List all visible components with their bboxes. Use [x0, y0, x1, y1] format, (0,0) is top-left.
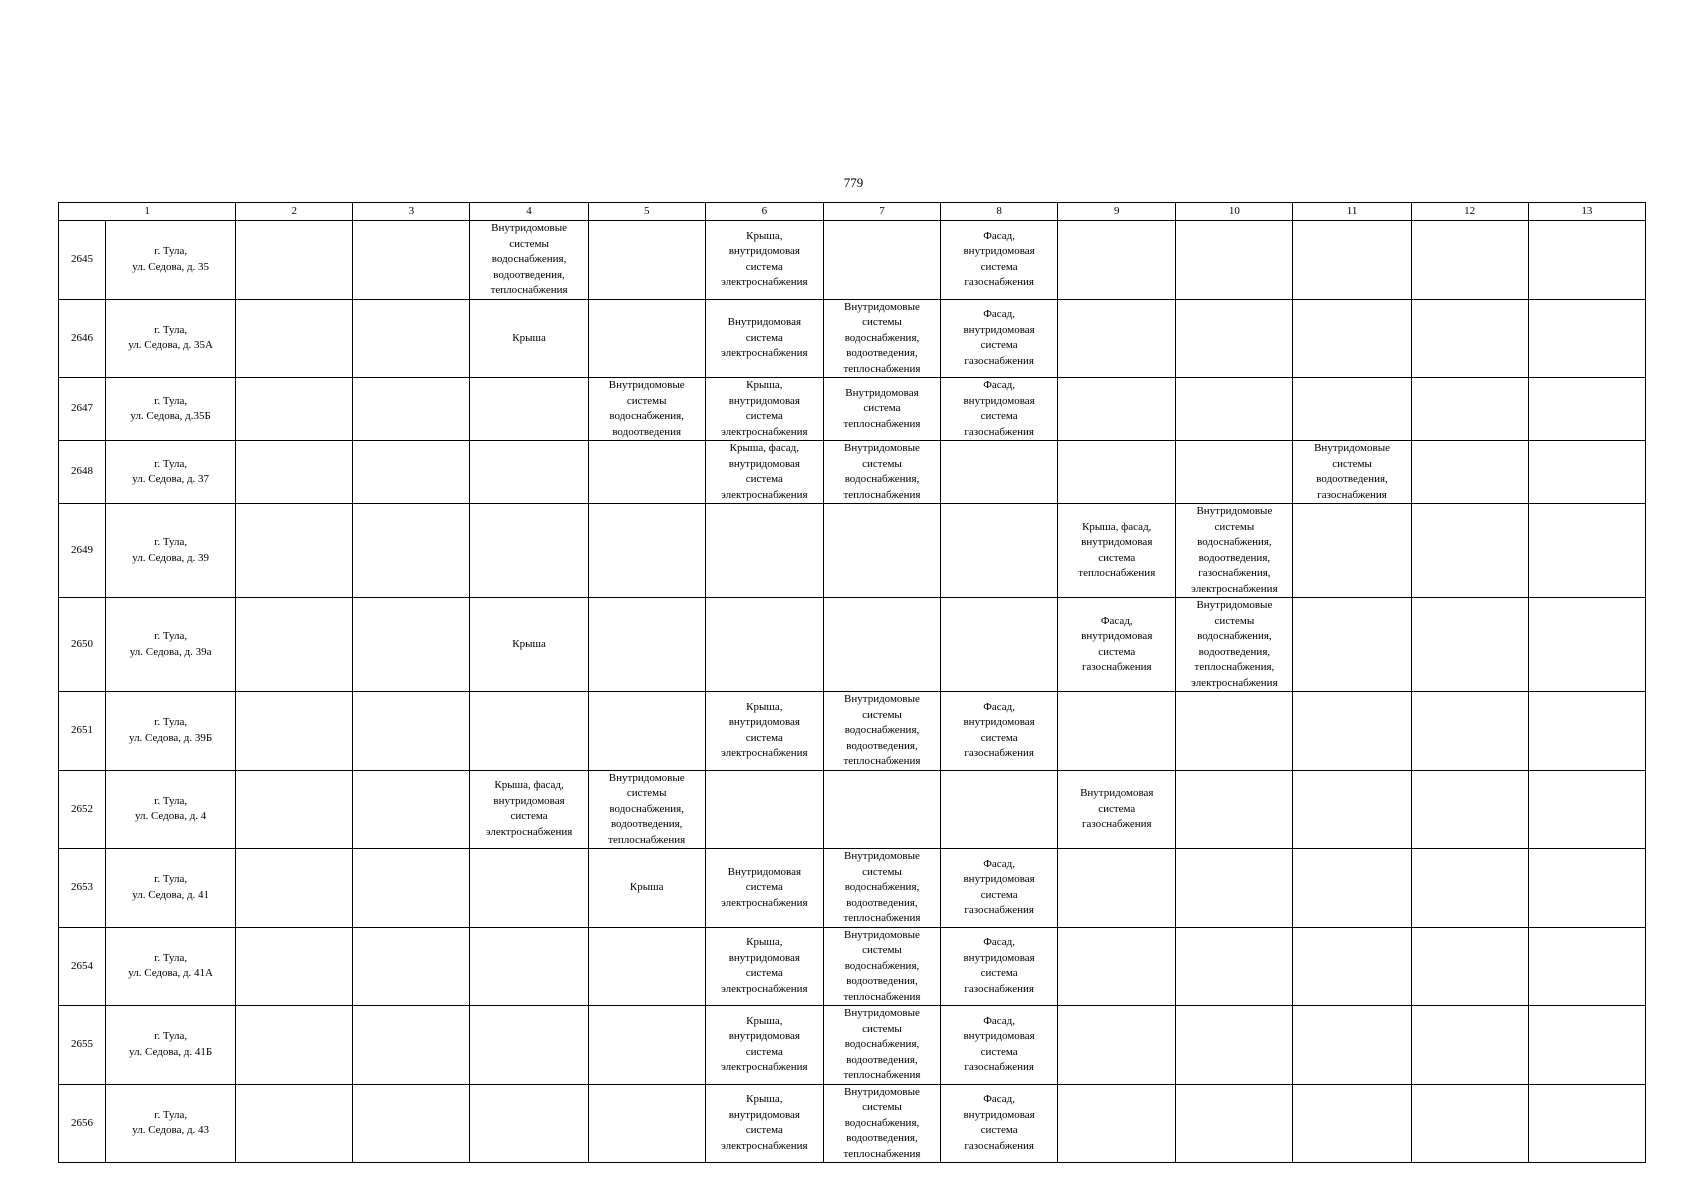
- work-period-cell-col-6: Крыша, внутридомовая система электроснабжения: [705, 927, 823, 1006]
- work-period-cell-col-10: [1176, 1006, 1293, 1085]
- work-period-cell-col-12: [1411, 849, 1528, 928]
- work-period-cell-col-5: Крыша: [588, 849, 705, 928]
- work-period-cell-col-10: [1176, 1084, 1293, 1163]
- work-period-cell-col-11: [1293, 299, 1411, 378]
- work-period-cell-col-2: [236, 221, 353, 300]
- work-period-cell-col-4: [470, 927, 588, 1006]
- work-period-cell-col-8: Фасад, внутридомовая система газоснабжения: [941, 221, 1058, 300]
- address-cell: г. Тула, ул. Седова, д. 41А: [106, 927, 236, 1006]
- work-period-cell-col-5: [588, 1006, 705, 1085]
- row-number-cell: 2654: [59, 927, 106, 1006]
- work-period-cell-col-12: [1411, 770, 1528, 849]
- work-period-cell-col-12: [1411, 441, 1528, 504]
- work-period-cell-col-8: Фасад, внутридомовая система газоснабжения: [941, 299, 1058, 378]
- work-period-cell-col-5: Внутридомовые системы водоснабжения, водоотведения: [588, 378, 705, 441]
- table-row: [59, 504, 1646, 598]
- work-period-cell-col-13: [1528, 221, 1645, 300]
- work-period-cell-col-2: [236, 692, 353, 771]
- work-period-cell-col-13: [1528, 770, 1645, 849]
- work-period-cell-col-11: [1293, 770, 1411, 849]
- work-period-cell-col-2: [236, 1006, 353, 1085]
- work-period-cell-col-13: [1528, 504, 1645, 598]
- work-period-cell-col-7: Внутридомовые системы водоснабжения, водоотведения, теплоснабжения: [823, 692, 940, 771]
- work-period-cell-col-3: [353, 378, 470, 441]
- work-period-cell-col-12: [1411, 692, 1528, 771]
- column-header: 3: [353, 203, 470, 221]
- work-period-cell-col-11: [1293, 598, 1411, 692]
- work-period-cell-col-6: Крыша, внутридомовая система электроснабжения: [705, 221, 823, 300]
- column-header: 2: [236, 203, 353, 221]
- work-period-cell-col-8: Фасад, внутридомовая система газоснабжения: [941, 692, 1058, 771]
- table-row: [59, 441, 1646, 504]
- work-period-cell-col-8: Фасад, внутридомовая система газоснабжения: [941, 1006, 1058, 1085]
- address-cell: г. Тула, ул. Седова, д. 37: [106, 441, 236, 504]
- row-number-cell: 2653: [59, 849, 106, 928]
- work-period-cell-col-9: [1058, 221, 1176, 300]
- work-period-cell-col-6: Крыша, внутридомовая система электроснабжения: [705, 692, 823, 771]
- column-header: 1: [59, 203, 236, 221]
- work-period-cell-col-4: [470, 1006, 588, 1085]
- work-period-cell-col-8: Фасад, внутридомовая система газоснабжения: [941, 378, 1058, 441]
- work-period-cell-col-12: [1411, 378, 1528, 441]
- work-period-cell-col-5: [588, 299, 705, 378]
- work-period-cell-col-9: [1058, 441, 1176, 504]
- work-period-cell-col-9: Внутридомовая система газоснабжения: [1058, 770, 1176, 849]
- work-period-cell-col-3: [353, 598, 470, 692]
- address-cell: г. Тула, ул. Седова, д. 39а: [106, 598, 236, 692]
- address-cell: г. Тула, ул. Седова, д. 35А: [106, 299, 236, 378]
- column-header: 6: [705, 203, 823, 221]
- work-period-cell-col-3: [353, 1006, 470, 1085]
- address-cell: г. Тула, ул. Седова, д. 39Б: [106, 692, 236, 771]
- work-period-cell-col-11: [1293, 849, 1411, 928]
- column-header: 12: [1411, 203, 1528, 221]
- address-cell: г. Тула, ул. Седова, д.35Б: [106, 378, 236, 441]
- work-period-cell-col-9: [1058, 692, 1176, 771]
- work-period-cell-col-7: [823, 770, 940, 849]
- work-period-cell-col-7: Внутридомовые системы водоснабжения, водоотведения, теплоснабжения: [823, 849, 940, 928]
- work-period-cell-col-8: Фасад, внутридомовая система газоснабжения: [941, 1084, 1058, 1163]
- row-number-cell: 2652: [59, 770, 106, 849]
- work-period-cell-col-10: [1176, 378, 1293, 441]
- table-row: [59, 1006, 1646, 1085]
- work-period-cell-col-12: [1411, 299, 1528, 378]
- work-period-cell-col-4: Крыша: [470, 299, 588, 378]
- work-period-cell-col-6: Внутридомовая система электроснабжения: [705, 299, 823, 378]
- column-number-row: [59, 203, 1646, 221]
- table-row: [59, 299, 1646, 378]
- work-period-cell-col-4: Крыша: [470, 598, 588, 692]
- work-period-cell-col-7: Внутридомовые системы водоснабжения, водоотведения, теплоснабжения: [823, 299, 940, 378]
- work-period-cell-col-11: [1293, 692, 1411, 771]
- work-period-cell-col-7: Внутридомовые системы водоснабжения, водоотведения, теплоснабжения: [823, 927, 940, 1006]
- work-period-cell-col-7: Внутридомовые системы водоснабжения, водоотведения, теплоснабжения: [823, 1084, 940, 1163]
- work-period-cell-col-6: Крыша, внутридомовая система электроснабжения: [705, 378, 823, 441]
- work-period-cell-col-7: [823, 221, 940, 300]
- work-period-cell-col-9: [1058, 1006, 1176, 1085]
- work-period-cell-col-5: [588, 598, 705, 692]
- work-period-cell-col-2: [236, 598, 353, 692]
- work-period-cell-col-13: [1528, 927, 1645, 1006]
- work-period-cell-col-6: Крыша, фасад, внутридомовая система электроснабжения: [705, 441, 823, 504]
- work-period-cell-col-10: [1176, 299, 1293, 378]
- work-period-cell-col-13: [1528, 441, 1645, 504]
- work-period-cell-col-13: [1528, 1084, 1645, 1163]
- work-period-cell-col-4: [470, 849, 588, 928]
- work-period-cell-col-10: Внутридомовые системы водоснабжения, водоотведения, теплоснабжения, электроснабжения: [1176, 598, 1293, 692]
- work-period-cell-col-9: [1058, 299, 1176, 378]
- work-period-cell-col-10: [1176, 221, 1293, 300]
- work-period-cell-col-2: [236, 927, 353, 1006]
- work-period-cell-col-13: [1528, 849, 1645, 928]
- work-period-cell-col-3: [353, 770, 470, 849]
- work-period-cell-col-3: [353, 441, 470, 504]
- work-period-cell-col-9: [1058, 927, 1176, 1006]
- work-period-cell-col-3: [353, 299, 470, 378]
- work-period-cell-col-10: [1176, 441, 1293, 504]
- work-period-cell-col-9: Фасад, внутридомовая система газоснабжения: [1058, 598, 1176, 692]
- column-header: 8: [941, 203, 1058, 221]
- work-period-cell-col-13: [1528, 1006, 1645, 1085]
- work-period-cell-col-12: [1411, 1084, 1528, 1163]
- table-row: [59, 1084, 1646, 1163]
- work-period-cell-col-11: [1293, 504, 1411, 598]
- table-row: [59, 849, 1646, 928]
- work-period-cell-col-8: [941, 441, 1058, 504]
- column-header: 4: [470, 203, 588, 221]
- address-cell: г. Тула, ул. Седова, д. 41Б: [106, 1006, 236, 1085]
- work-period-cell-col-5: [588, 692, 705, 771]
- work-period-cell-col-5: [588, 927, 705, 1006]
- work-period-cell-col-5: [588, 504, 705, 598]
- work-period-cell-col-2: [236, 504, 353, 598]
- row-number-cell: 2651: [59, 692, 106, 771]
- work-period-cell-col-6: Крыша, внутридомовая система электроснабжения: [705, 1084, 823, 1163]
- row-number-cell: 2655: [59, 1006, 106, 1085]
- work-period-cell-col-3: [353, 221, 470, 300]
- work-period-cell-col-3: [353, 1084, 470, 1163]
- column-header: 7: [823, 203, 940, 221]
- work-period-cell-col-12: [1411, 1006, 1528, 1085]
- work-period-cell-col-6: [705, 598, 823, 692]
- work-period-cell-col-10: [1176, 692, 1293, 771]
- work-period-cell-col-2: [236, 849, 353, 928]
- column-header: 5: [588, 203, 705, 221]
- work-period-cell-col-6: Внутридомовая система электроснабжения: [705, 849, 823, 928]
- work-period-cell-col-11: Внутридомовые системы водоотведения, газоснабжения: [1293, 441, 1411, 504]
- row-number-cell: 2646: [59, 299, 106, 378]
- row-number-cell: 2645: [59, 221, 106, 300]
- address-cell: г. Тула, ул. Седова, д. 35: [106, 221, 236, 300]
- work-period-cell-col-12: [1411, 598, 1528, 692]
- work-period-cell-col-13: [1528, 692, 1645, 771]
- work-period-cell-col-3: [353, 692, 470, 771]
- work-period-cell-col-8: [941, 770, 1058, 849]
- row-number-cell: 2656: [59, 1084, 106, 1163]
- work-period-cell-col-5: [588, 221, 705, 300]
- work-period-cell-col-7: Внутридомовая система теплоснабжения: [823, 378, 940, 441]
- work-period-cell-col-3: [353, 849, 470, 928]
- table-row: [59, 770, 1646, 849]
- work-period-cell-col-13: [1528, 299, 1645, 378]
- work-period-cell-col-9: [1058, 1084, 1176, 1163]
- work-period-cell-col-2: [236, 770, 353, 849]
- work-period-cell-col-4: Внутридомовые системы водоснабжения, водоотведения, теплоснабжения: [470, 221, 588, 300]
- work-period-cell-col-13: [1528, 598, 1645, 692]
- repair-schedule-table: [58, 202, 1646, 1163]
- work-period-cell-col-9: Крыша, фасад, внутридомовая система теплоснабжения: [1058, 504, 1176, 598]
- table-row: [59, 378, 1646, 441]
- row-number-cell: 2650: [59, 598, 106, 692]
- work-period-cell-col-12: [1411, 927, 1528, 1006]
- work-period-cell-col-2: [236, 1084, 353, 1163]
- work-period-cell-col-7: Внутридомовые системы водоснабжения, водоотведения, теплоснабжения: [823, 1006, 940, 1085]
- table-row: [59, 598, 1646, 692]
- work-period-cell-col-11: [1293, 927, 1411, 1006]
- work-period-cell-col-5: [588, 441, 705, 504]
- work-period-cell-col-4: [470, 1084, 588, 1163]
- work-period-cell-col-3: [353, 504, 470, 598]
- work-period-cell-col-6: [705, 770, 823, 849]
- work-period-cell-col-11: [1293, 221, 1411, 300]
- column-header: 9: [1058, 203, 1176, 221]
- work-period-cell-col-4: [470, 692, 588, 771]
- work-period-cell-col-12: [1411, 221, 1528, 300]
- work-period-cell-col-7: Внутридомовые системы водоснабжения, теплоснабжения: [823, 441, 940, 504]
- work-period-cell-col-9: [1058, 378, 1176, 441]
- row-number-cell: 2649: [59, 504, 106, 598]
- table-row: [59, 927, 1646, 1006]
- address-cell: г. Тула, ул. Седова, д. 43: [106, 1084, 236, 1163]
- work-period-cell-col-2: [236, 441, 353, 504]
- row-number-cell: 2648: [59, 441, 106, 504]
- work-period-cell-col-11: [1293, 1084, 1411, 1163]
- table-row: [59, 692, 1646, 771]
- work-period-cell-col-10: [1176, 770, 1293, 849]
- work-period-cell-col-11: [1293, 378, 1411, 441]
- work-period-cell-col-7: [823, 598, 940, 692]
- work-period-cell-col-2: [236, 378, 353, 441]
- work-period-cell-col-6: Крыша, внутридомовая система электроснабжения: [705, 1006, 823, 1085]
- work-period-cell-col-8: [941, 598, 1058, 692]
- work-period-cell-col-5: [588, 1084, 705, 1163]
- column-header: 11: [1293, 203, 1411, 221]
- work-period-cell-col-8: Фасад, внутридомовая система газоснабжения: [941, 927, 1058, 1006]
- work-period-cell-col-10: [1176, 849, 1293, 928]
- work-period-cell-col-6: [705, 504, 823, 598]
- work-period-cell-col-9: [1058, 849, 1176, 928]
- work-period-cell-col-10: Внутридомовые системы водоснабжения, водоотведения, газоснабжения, электроснабжения: [1176, 504, 1293, 598]
- column-header: 13: [1528, 203, 1645, 221]
- column-header: 10: [1176, 203, 1293, 221]
- work-period-cell-col-5: Внутридомовые системы водоснабжения, водоотведения, теплоснабжения: [588, 770, 705, 849]
- work-period-cell-col-8: [941, 504, 1058, 598]
- work-period-cell-col-12: [1411, 504, 1528, 598]
- work-period-cell-col-2: [236, 299, 353, 378]
- address-cell: г. Тула, ул. Седова, д. 41: [106, 849, 236, 928]
- work-period-cell-col-13: [1528, 378, 1645, 441]
- work-period-cell-col-8: Фасад, внутридомовая система газоснабжения: [941, 849, 1058, 928]
- work-period-cell-col-10: [1176, 927, 1293, 1006]
- work-period-cell-col-4: Крыша, фасад, внутридомовая система электроснабжения: [470, 770, 588, 849]
- address-cell: г. Тула, ул. Седова, д. 4: [106, 770, 236, 849]
- work-period-cell-col-4: [470, 441, 588, 504]
- table-row: [59, 221, 1646, 300]
- work-period-cell-col-3: [353, 927, 470, 1006]
- work-period-cell-col-4: [470, 504, 588, 598]
- work-period-cell-col-11: [1293, 1006, 1411, 1085]
- work-period-cell-col-7: [823, 504, 940, 598]
- row-number-cell: 2647: [59, 378, 106, 441]
- address-cell: г. Тула, ул. Седова, д. 39: [106, 504, 236, 598]
- page-number: 779: [843, 175, 864, 190]
- work-period-cell-col-4: [470, 378, 588, 441]
